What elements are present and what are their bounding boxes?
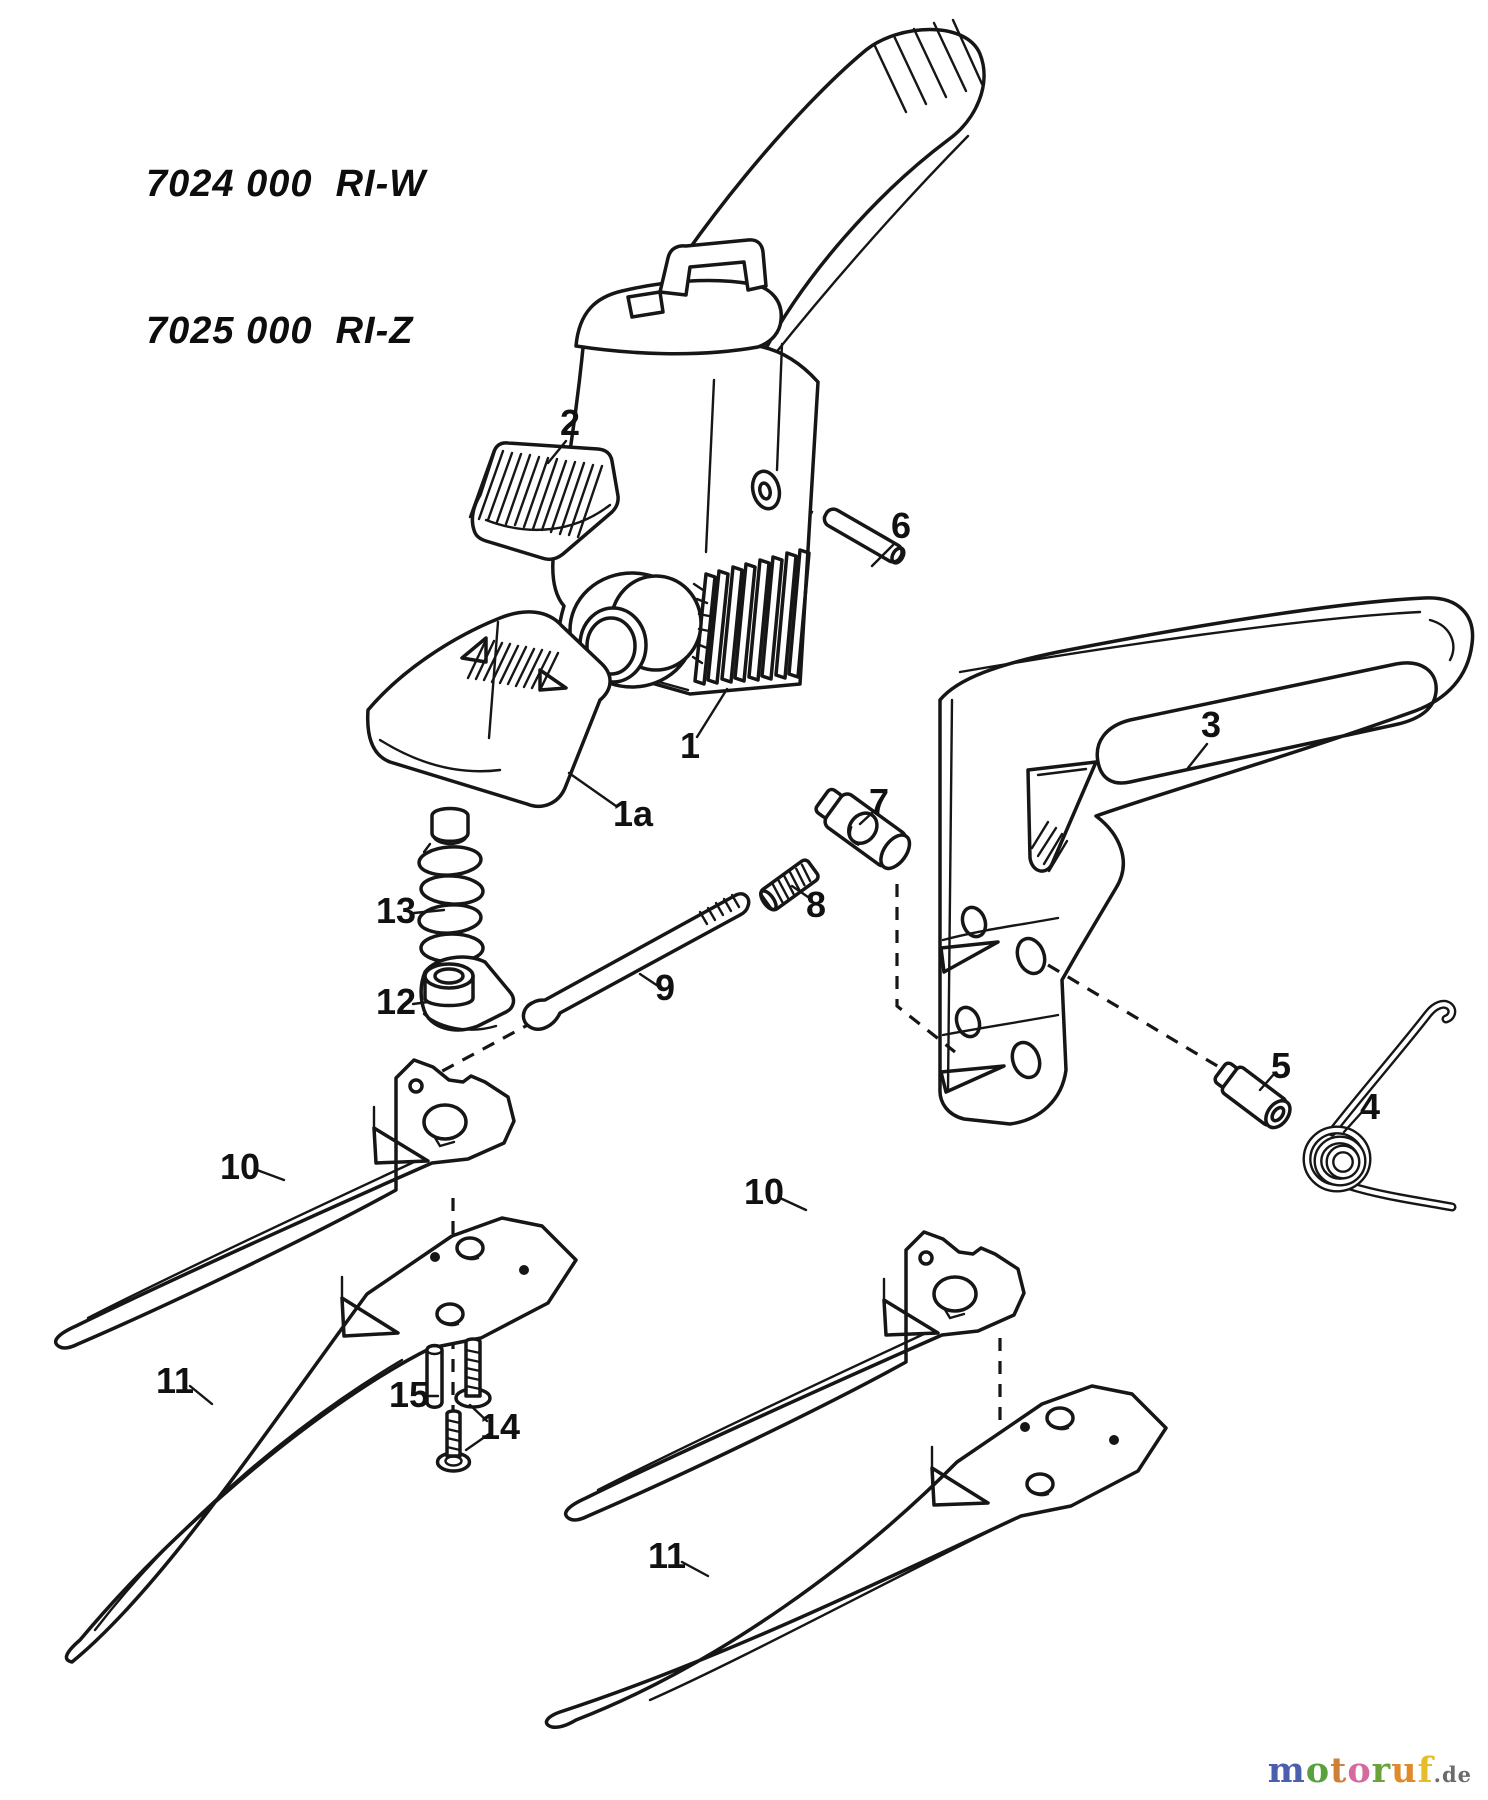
- cover-stud: [432, 809, 468, 842]
- part-label-15: 15: [388, 1374, 430, 1415]
- part-9-rod: [523, 894, 748, 1029]
- part-label-4: 4: [1359, 1086, 1381, 1127]
- part-label-1: 1: [679, 725, 701, 766]
- model-code-line-2: 7025 000 RI-Z: [146, 310, 414, 352]
- watermark-letter: r: [1371, 1750, 1392, 1791]
- part-label-2: 2: [559, 402, 581, 443]
- part-1-handle-body: [553, 20, 984, 694]
- part-label-6: 6: [890, 505, 912, 546]
- part-1a-cover: [368, 612, 610, 844]
- part-label-1a: 1a: [612, 793, 654, 834]
- watermark-letter: o: [1305, 1750, 1331, 1791]
- part-3-lower-handle: [940, 598, 1473, 1124]
- watermark-letter: m: [1267, 1750, 1306, 1791]
- watermark-suffix: .de: [1433, 1762, 1472, 1787]
- part-label-13: 13: [375, 890, 417, 931]
- part-12-bushing: [421, 957, 513, 1030]
- watermark-letter: t: [1330, 1750, 1348, 1791]
- part-label-12: 12: [375, 981, 417, 1022]
- watermark-letter: u: [1391, 1750, 1418, 1791]
- part-label-5: 5: [1270, 1045, 1292, 1086]
- model-code-line-1: 7024 000 RI-W: [146, 163, 427, 205]
- part-label-3: 3: [1200, 704, 1222, 745]
- watermark-letter: o: [1347, 1750, 1372, 1791]
- watermark-logo: [1268, 1750, 1472, 1791]
- part-14-screw: [438, 1339, 491, 1471]
- part-label-10-left: 10: [219, 1146, 261, 1187]
- part-label-9: 9: [654, 967, 676, 1008]
- part-13-spring: [418, 844, 484, 962]
- part-label-7: 7: [868, 781, 890, 822]
- part-label-10-right: 10: [743, 1171, 785, 1212]
- part-7-bolt: [811, 783, 916, 875]
- part-label-11-left: 11: [155, 1360, 195, 1401]
- blade-11-right: [546, 1386, 1166, 1727]
- part-label-14: 14: [479, 1406, 521, 1447]
- part-15-pin: [427, 1346, 442, 1408]
- watermark-letter: f: [1417, 1750, 1434, 1791]
- part-label-11-right: 11: [647, 1535, 687, 1576]
- part-label-8: 8: [805, 884, 827, 925]
